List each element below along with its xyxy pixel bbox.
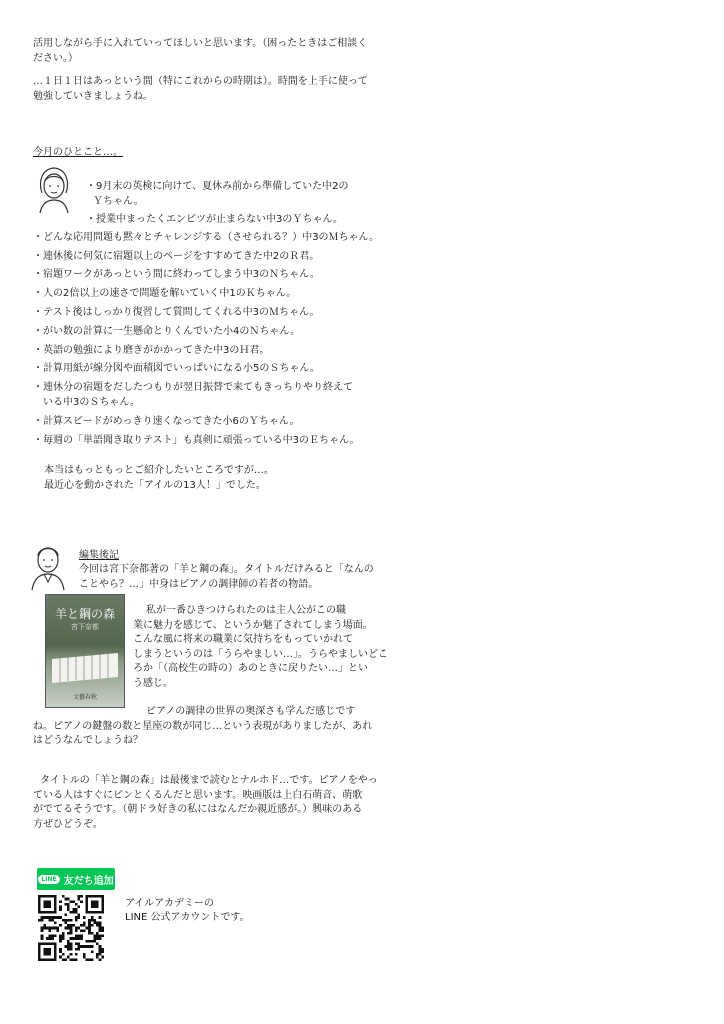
line-add-friend-label: 友だち追加 <box>63 875 114 887</box>
book-cover-publisher: 文藝春秋 <box>72 694 97 701</box>
woman-illustration-icon <box>34 163 74 215</box>
book-cover-image <box>45 594 125 708</box>
intro-line-4: 勉強していきましょうね。 <box>33 91 153 102</box>
monthly-item: ・毎週の「単語聞き取りテスト」も真剣に頑張っている中3のＥちゃん。 <box>33 435 360 446</box>
monthly-item: ・授業中まったくエンピツが止まらない中3のＹちゃん。 <box>86 214 343 225</box>
line-logo-icon: LINE <box>38 875 59 884</box>
monthly-item: ・人の2倍以上の速さで問題を解いていく中1のＫちゃん。 <box>33 288 297 299</box>
monthly-item: ・がい数の計算に一生懸命とりくんでいた小4のＮちゃん。 <box>33 326 300 337</box>
intro-line-2: ださい。） <box>33 53 78 64</box>
monthly-title: 今月のひとこと…。 <box>33 147 123 158</box>
line-account-caption: LINE 公式アカウントです。 <box>125 912 250 923</box>
qr-code-icon[interactable] <box>38 895 104 961</box>
editor-line: う感じ。 <box>133 678 173 689</box>
monthly-item: ・計算スピードがめっきり速くなってきた小6のＹちゃん。 <box>33 416 300 427</box>
monthly-item: ・9月末の英検に向けて、夏休み前から準備していた中2の <box>86 181 349 192</box>
book-cover-author: 宮下奈都 <box>71 623 99 631</box>
editor-line: 方ぜひどうぞ。 <box>33 819 103 830</box>
monthly-closing: 本当はもっともっとご紹介したいところですが…。 <box>44 465 274 476</box>
editor-line: ピアノの調律の世界の奥深さも学んだ感じです <box>146 706 356 717</box>
line-account-caption: アイルアカデミーの <box>125 898 214 909</box>
editor-line: 業に魅力を感じて、というか魅了されてしまう場面。 <box>133 620 373 631</box>
piano-keys-icon <box>52 653 118 683</box>
monthly-item: ・計算用紙が線分図や面積図でいっぱいになる小5のＳちゃん。 <box>33 363 320 374</box>
editor-line: 今回は宮下奈都著の「羊と鋼の森」。タイトルだけみると「なんの <box>79 564 374 575</box>
monthly-item: ・宿題ワークがあっという間に終わってしまう中3のＮちゃん。 <box>33 269 320 280</box>
editor-line: こんな風に将来の職業に気持ちをもっていかれて <box>133 634 353 645</box>
editor-line: ろか「（高校生の時の）あのときに戻りたい…」とい <box>133 663 368 674</box>
editor-line: ね。ピアノの鍵盤の数と星座の数が同じ…という表現がありましたが、あれ <box>33 721 373 732</box>
man-illustration-icon <box>28 540 68 590</box>
monthly-closing: 最近心を動かされた「アイルの13人！」でした。 <box>44 480 266 491</box>
editor-line: 私が一番ひきつけられたのは主人公がこの職 <box>146 605 346 616</box>
book-cover-title: 羊と鋼の森 <box>54 607 115 621</box>
monthly-item: ・どんな応用問題も黙々とチャレンジする（させられる？）中3のＭちゃん。 <box>33 232 380 243</box>
editor-line: タイトルの「羊と鋼の森」は最後まで読むとナルホド…です。ピアノをやっ <box>40 775 378 786</box>
monthly-item: いる中3のＳちゃん。 <box>33 397 140 408</box>
editor-line: はどうなんでしょうね？ <box>33 735 143 746</box>
editor-line: ている人はすぐにピンとくるんだと思います。映画版は上白石萌音、萌歌 <box>33 790 363 801</box>
line-add-friend-button[interactable] <box>37 868 115 890</box>
intro-line-3: …１日１日はあっという間（特にこれからの時期は）。時間を上手に使って <box>33 76 368 87</box>
editor-title: 編集後記 <box>79 550 119 561</box>
monthly-item: ・連休分の宿題をだしたつもりが翌日振替で来てもきっちりやり終えて <box>33 382 353 393</box>
monthly-item: ・テスト後はしっかり復習して質問してくれる中3のＭちゃん。 <box>33 307 320 318</box>
intro-line-1: 活用しながら手に入れていってほしいと思います。（困ったときはご相談く <box>33 38 368 49</box>
editor-line: ことやら？…」中身はピアノの調律師の若者の物語。 <box>79 579 319 590</box>
monthly-item: ・連休後に何気に宿題以上のページをすすめてきた中2のＲ君。 <box>33 251 320 262</box>
monthly-item: Ｙちゃん。 <box>93 196 144 207</box>
editor-line: がでてるそうです。（朝ドラ好きの私にはなんだか親近感が。）興味のある <box>33 804 363 815</box>
monthly-item: ・英語の勉強により磨きがかかってきた中3のＨ君。 <box>33 345 270 356</box>
editor-line: しまうというのは「うらやましい…」。うらやましいどこ <box>133 649 388 660</box>
